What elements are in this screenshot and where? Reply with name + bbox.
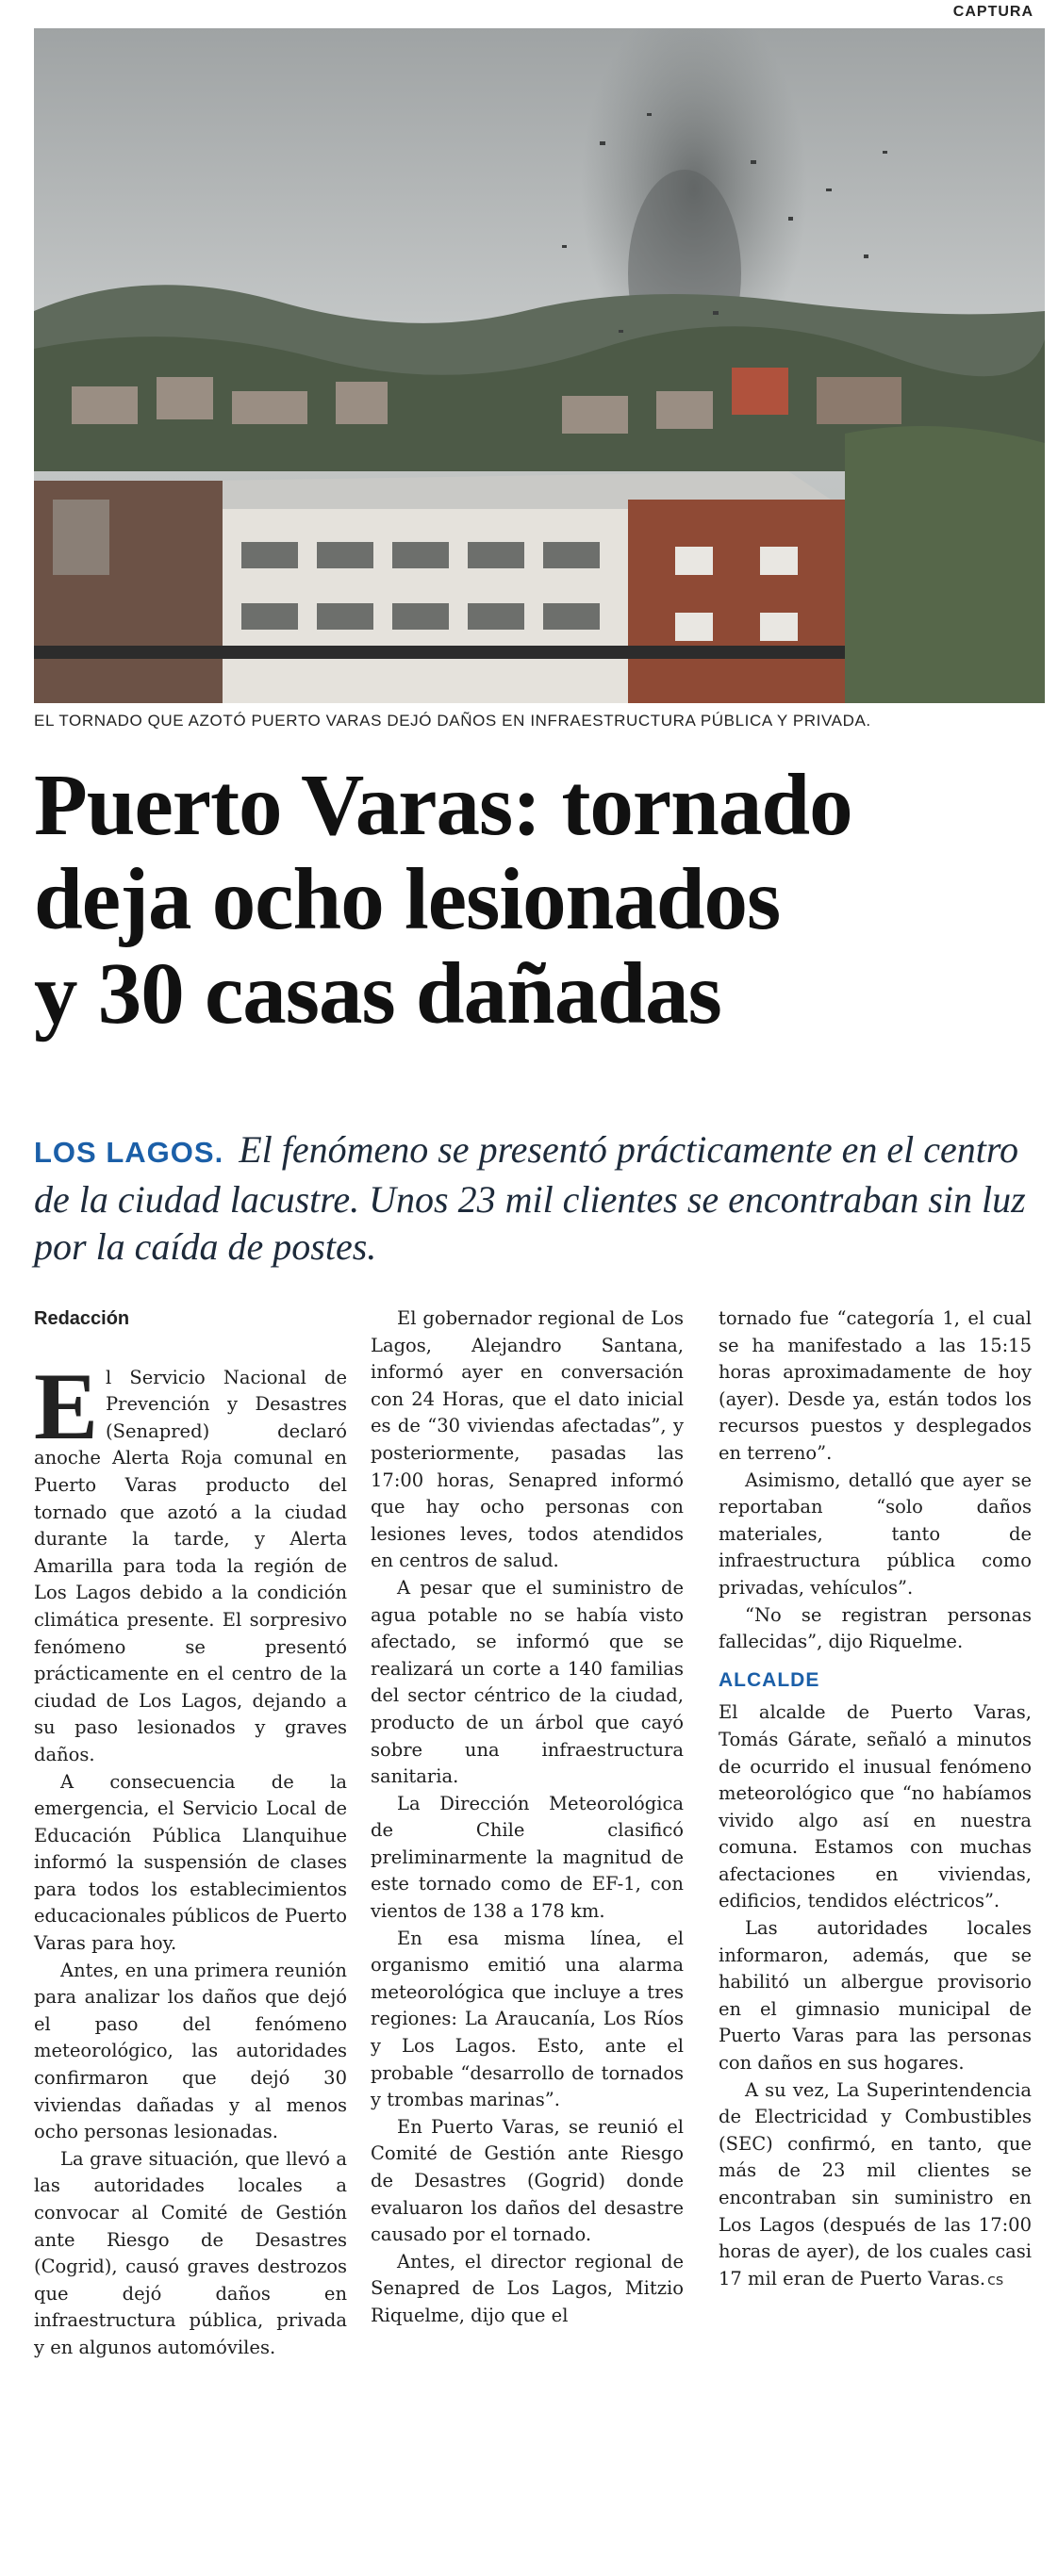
article-paragraph: tornado fue “categoría 1, el cual se ha manifestado a las 15:15 horas aproximadamente de hoy (ayer). Desde ya, están todos los recursos puestos y desplegados en terreno”. (719, 1307, 1032, 1464)
article-paragraph: Antes, el director regional de Senapred de Los Lagos, Mitzio Riquelme, dijo que el (371, 2250, 684, 2326)
article-paragraph: “No se registran personas fallecidas”, dijo Riquelme. (719, 1603, 1032, 1653)
article-paragraph: En Puerto Varas, se reunió el Comité de Gestión ante Riesgo de Desastres (Gogrid) donde evaluaron los daños del desastre causado por el tornado. (371, 2115, 684, 2246)
article-column-3 (719, 1305, 1032, 2293)
article-paragraph: A su vez, La Superintendencia de Electricidad y Combustibles (SEC) confirmó, en tanto, que más de 23 mil clientes se encontraban sin suministro en Los Lagos (después de las 17:00 horas de ayer), de los cuales casi 17 mil eran de Puerto Varas. cs (719, 2078, 1032, 2289)
article-column-2 (371, 1305, 684, 2330)
article-paragraph: A pesar que el suministro de agua potable no se había visto afectado, se informó que se realizará un corte a 140 familias del sector céntrico de la ciudad, producto de un árbol que cayó sobre una infraestructura sanitaria. (371, 1576, 684, 1788)
article-paragraph: El gobernador regional de Los Lagos, Alejandro Santana, informó ayer en conversación con 24 Horas, que el dato inicial es de “30 viviendas afectadas”, y posteriormente, pasadas las 17:00 horas, Senapred informó que hay ocho personas con lesiones leves, todos atendidos en centros de salud. (371, 1307, 684, 1572)
photo-caption: EL TORNADO QUE AZOTÓ PUERTO VARAS DEJÓ DAÑOS EN INFRAESTRUCTURA PÚBLICA Y PRIVADA. (34, 712, 871, 730)
subhead-alcalde: ALCALDE (719, 1668, 820, 1691)
tornado-photo (34, 28, 1045, 703)
article-paragraph: El Servicio Nacional de Prevención y Desastres (Senapred) declaró anoche Alerta Roja comunal en Puerto Varas producto del tornado que azotó a la ciudad durante la tarde, y Alerta Amarilla para toda la región de Los Lagos debido a la condición climática presente. El sorpresivo fenómeno se presentó prácticamente en el centro de la ciudad de Los Lagos, dejando a su paso lesionados y graves daños. (34, 1353, 347, 1765)
headline (34, 759, 1043, 1042)
headline-line-3: y 30 casas dañadas (34, 945, 721, 1042)
article-paragraph: La grave situación, que llevó a las autoridades locales a convocar al Comité de Gestión ante Riesgo de Desastres (Cogrid), causó graves destrozos que dejó daños en infraestructura pública, privada y en algunos automóviles. (34, 2147, 347, 2358)
article-column-1 (34, 1305, 347, 2362)
article-paragraph: Antes, en una primera reunión para analizar los daños que dejó el paso del fenómeno meteorológico, las autoridades confirmaron que dejó 30 viviendas dañadas y al menos ocho personas lesionadas. (34, 1959, 347, 2143)
article-paragraph: Las autoridades locales informaron, además, que se habilitó un albergue provisorio en el gimnasio municipal de Puerto Varas para las personas con daños en sus hogares. (719, 1917, 1032, 2075)
headline-line-2: deja ocho lesionados (34, 851, 781, 948)
deck-kicker: LOS LAGOS. (34, 1136, 224, 1169)
article-paragraph: A consecuencia de la emergencia, el Servicio Local de Educación Pública Llanquihue informó la suspensión de clases para todos los establecimientos educacionales públicos de Puerto Varas para hoy. (34, 1770, 347, 1955)
article-deck (34, 1126, 1033, 1271)
end-mark-icon: cs (987, 2270, 1004, 2289)
article-paragraph: Asimismo, detalló que ayer se reportaban “solo daños materiales, tanto de infraestructura pública como privadas, vehículos”. (719, 1468, 1032, 1599)
article-paragraph: La Dirección Meteorológica de Chile clasificó preliminarmente la magnitud de este tornado como de EF-1, con vientos de 138 a 178 km. (371, 1792, 684, 1923)
deck-text: El fenómeno se presentó prácticamente en el centro de la ciudad lacustre. Unos 23 mil clientes se encontraban sin luz por la caída de postes. (34, 1128, 1026, 1268)
headline-line-1: Puerto Varas: tornado (34, 757, 852, 854)
photo-credit: CAPTURA (952, 4, 1033, 20)
article-paragraph: En esa misma línea, el organismo emitió una alarma meteorológica que incluye a tres regiones: La Araucanía, Los Ríos y Los Lagos. Esto, ante el probable “desarrollo de tornados y trombas marinas”. (371, 1927, 684, 2111)
drop-cap: E (34, 1353, 99, 1460)
article-paragraph: El alcalde de Puerto Varas, Tomás Gárate, señaló a minutos de ocurrido el inusual fenómeno meteorológico que “no habíamos vivido algo así en nuestra comuna. Estamos con muchas afectaciones en viviendas, edificios, tendidos eléctricos”. (719, 1701, 1032, 1912)
byline: Redacción (34, 1308, 130, 1329)
